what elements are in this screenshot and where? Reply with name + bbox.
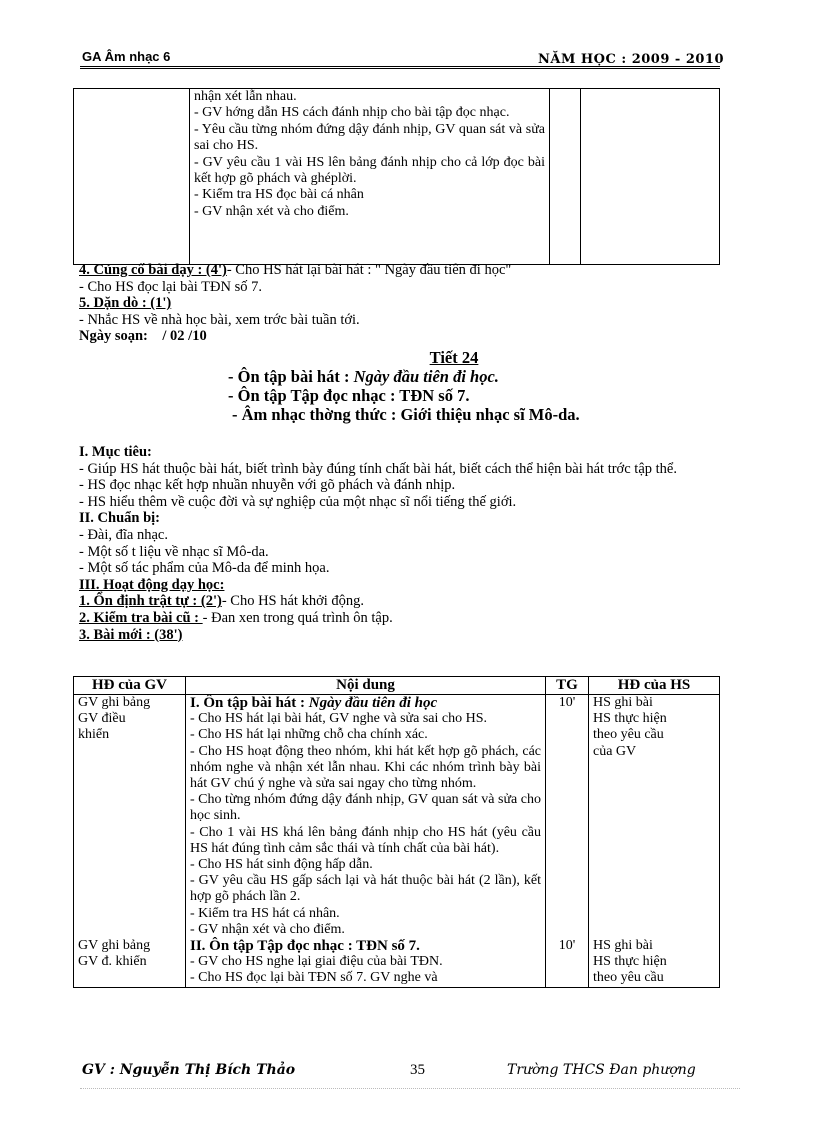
t1-line: - GV hớng dẫn HS cách đánh nhịp cho bài tập đọc nhạc.	[194, 105, 510, 121]
section4-label: 4. Củng cố bài dạy : (4')	[79, 262, 227, 278]
lesson-title: Tiết 24	[429, 348, 479, 367]
row1-hs-line: của GV	[593, 743, 637, 759]
col-header-content: Nội dung	[186, 677, 546, 695]
lesson-activity-table	[73, 676, 720, 988]
row1-content-line: - Kiểm tra HS hát cá nhân.	[190, 905, 340, 921]
row2-content-line: - Cho HS đọc lại bài TĐN số 7. GV nghe và	[190, 970, 438, 986]
row1-content-line: - Cho HS hoạt động theo nhóm, khi hát kết hợp gõ phách, các nhóm nghe và nhận xét lẫn nhau. Khi các nhóm trình bày bài hát GV chú ý nghe và sửa sai ngay cho từng nhóm.	[190, 743, 541, 792]
header-right: NĂM HỌC : 2009 - 2010	[538, 52, 724, 67]
row1-content	[186, 695, 546, 939]
t1-line: - GV nhận xét và cho điểm.	[194, 203, 349, 219]
t1-hs-cell	[581, 89, 720, 265]
objective-item: - HS đọc nhạc kết hợp nhuần nhuyễn với gõ phách và đánh nhịp.	[79, 477, 456, 494]
table-header-row	[74, 677, 720, 695]
row1-content-line: - Cho HS hát sinh động hấp dẫn.	[190, 857, 373, 873]
objective-item: - HS hiểu thêm về cuộc đời và sự nghiệp của một nhạc sĩ nổi tiếng thế giới.	[79, 493, 517, 510]
section5-label: 5. Dặn dò : (1')	[79, 295, 172, 312]
row2-gv-line: GV ghi bảng	[78, 938, 151, 954]
header-divider	[80, 66, 720, 67]
row2-content	[186, 938, 546, 987]
footer-teacher: GV : Nguyễn Thị Bích Thảo	[82, 1062, 296, 1078]
step1-text: - Cho HS hát khởi động.	[221, 593, 365, 610]
t1-line: nhận xét lẫn nhau.	[194, 89, 297, 104]
row1-hs-line: HS thực hiện	[593, 711, 667, 727]
row2-title: II. Ôn tập Tập đọc nhạc : TĐN số 7.	[190, 938, 420, 955]
row1-hs	[589, 695, 720, 939]
body-text-top	[79, 262, 729, 345]
section4-line2: - Cho HS đọc lại bài TĐN số 7.	[79, 278, 262, 295]
row1-content-line: - Cho 1 vài HS khá lên bảng đánh nhịp cho HS hát (yêu cầu HS hát đúng tình cảm sắc thái và tính chất của bài hát).	[190, 824, 541, 856]
lesson-title-block	[150, 348, 750, 424]
section4-text: - Cho HS hát lại bài hát : " Ngày đầu tiên đi học"	[226, 262, 512, 278]
row2-gv-line: GV đ. khiển	[78, 954, 147, 970]
row2-gv	[74, 938, 186, 987]
row1-content-line: - Cho HS hát lại những chỗ cha chính xác.	[190, 727, 428, 743]
row2-hs	[589, 938, 720, 987]
preparation-item: - Đài, đĩa nhạc.	[79, 526, 168, 543]
row1-gv-line: GV ghi bảng	[78, 695, 151, 710]
row1-hs-line: theo yêu cầu	[593, 727, 664, 743]
table-row	[74, 938, 720, 987]
footer-divider	[80, 1088, 740, 1089]
row1-gv-line: GV điều	[78, 711, 126, 727]
lesson-item1-song: Ngày đầu tiên đi học.	[353, 367, 499, 386]
footer-school: Trường THCS Đan phượng	[507, 1062, 696, 1078]
col-header-gv: HĐ của GV	[74, 677, 186, 695]
t1-line: - Yêu cầu từng nhóm đứng dậy đánh nhịp, GV quan sát và sửa sai cho HS.	[194, 121, 545, 154]
row2-hs-line: HS thực hiện	[593, 954, 667, 970]
step3-label: 3. Bài mới : (38')	[79, 626, 183, 643]
t1-content-cell	[190, 89, 550, 265]
row1-gv	[74, 695, 186, 939]
row1-content-line: - Cho từng nhóm đứng dậy đánh nhịp, GV quan sát và sửa cho học sinh.	[190, 792, 541, 824]
preparation-heading: II. Chuẩn bị:	[79, 510, 160, 527]
step1-label: 1. Ổn định trật tự : (2')	[79, 593, 222, 610]
step2-text: - Đan xen trong quá trình ôn tập.	[202, 609, 393, 626]
row2-tg: 10'	[546, 938, 589, 987]
header-left: GA Âm nhạc 6	[82, 49, 171, 64]
col-header-hs: HĐ của HS	[589, 677, 720, 695]
row2-hs-line: theo yêu cầu	[593, 970, 664, 986]
row1-title-song: Ngày đầu tiên đi học	[308, 695, 438, 711]
row1-content-line: - GV nhận xét và cho điểm.	[190, 921, 345, 937]
row1-hs-line: HS ghi bài	[593, 695, 653, 710]
date-label: Ngày soạn:	[79, 328, 148, 345]
header-divider-2	[80, 68, 720, 69]
t1-line: - Kiểm tra HS đọc bài cá nhân	[194, 187, 364, 203]
lesson-item3: - Âm nhạc thờng thức : Giới thiệu nhạc sĩ Mô-da.	[232, 405, 580, 424]
lesson-item1-prefix: - Ôn tập bài hát :	[228, 367, 354, 386]
step2-label: 2. Kiểm tra bài cũ :	[79, 609, 203, 626]
body-text-objectives	[79, 444, 729, 643]
row1-content-line: - Cho HS hát lại bài hát, GV nghe và sửa sai cho HS.	[190, 711, 488, 727]
row1-tg: 10'	[546, 695, 589, 939]
activities-heading: III. Hoạt động dạy học:	[79, 576, 225, 593]
objectives-heading: I. Mục tiêu:	[79, 444, 152, 460]
continuation-table	[73, 88, 720, 265]
row1-title-prefix: I. Ôn tập bài hát :	[190, 695, 309, 711]
t1-line: - GV yêu cầu 1 vài HS lên bảng đánh nhịp cho cả lớp đọc bài kết hợp gõ phách và ghéplời.	[194, 154, 545, 187]
row2-content-line: - GV cho HS nghe lại giai điệu của bài TĐN.	[190, 954, 443, 970]
row1-content-line: - GV yêu cầu HS gấp sách lại và hát thuộc bài hát (2 lần), kết hợp gõ phách lần 2.	[190, 873, 541, 905]
col-header-tg: TG	[546, 677, 589, 695]
preparation-item: - Một số tác phẩm của Mô-da để minh họa.	[79, 560, 330, 577]
t1-tg-cell	[550, 89, 581, 265]
row1-gv-line: khiển	[78, 727, 110, 743]
section5-text: - Nhắc HS về nhà học bài, xem trớc bài tuần tới.	[79, 311, 360, 328]
t1-gv-cell	[74, 89, 190, 265]
footer-page-number: 35	[410, 1062, 425, 1078]
row2-hs-line: HS ghi bài	[593, 938, 653, 954]
preparation-item: - Một số t liệu về nhạc sĩ Mô-da.	[79, 543, 269, 560]
date-value: / 02 /10	[162, 328, 207, 345]
lesson-item2: - Ôn tập Tập đọc nhạc : TĐN số 7.	[228, 386, 470, 405]
table-row	[74, 695, 720, 939]
objective-item: - Giúp HS hát thuộc bài hát, biết trình bày đúng tính chất bài hát, biết cách thể hiện bài hát trớc tập thể.	[79, 460, 677, 477]
